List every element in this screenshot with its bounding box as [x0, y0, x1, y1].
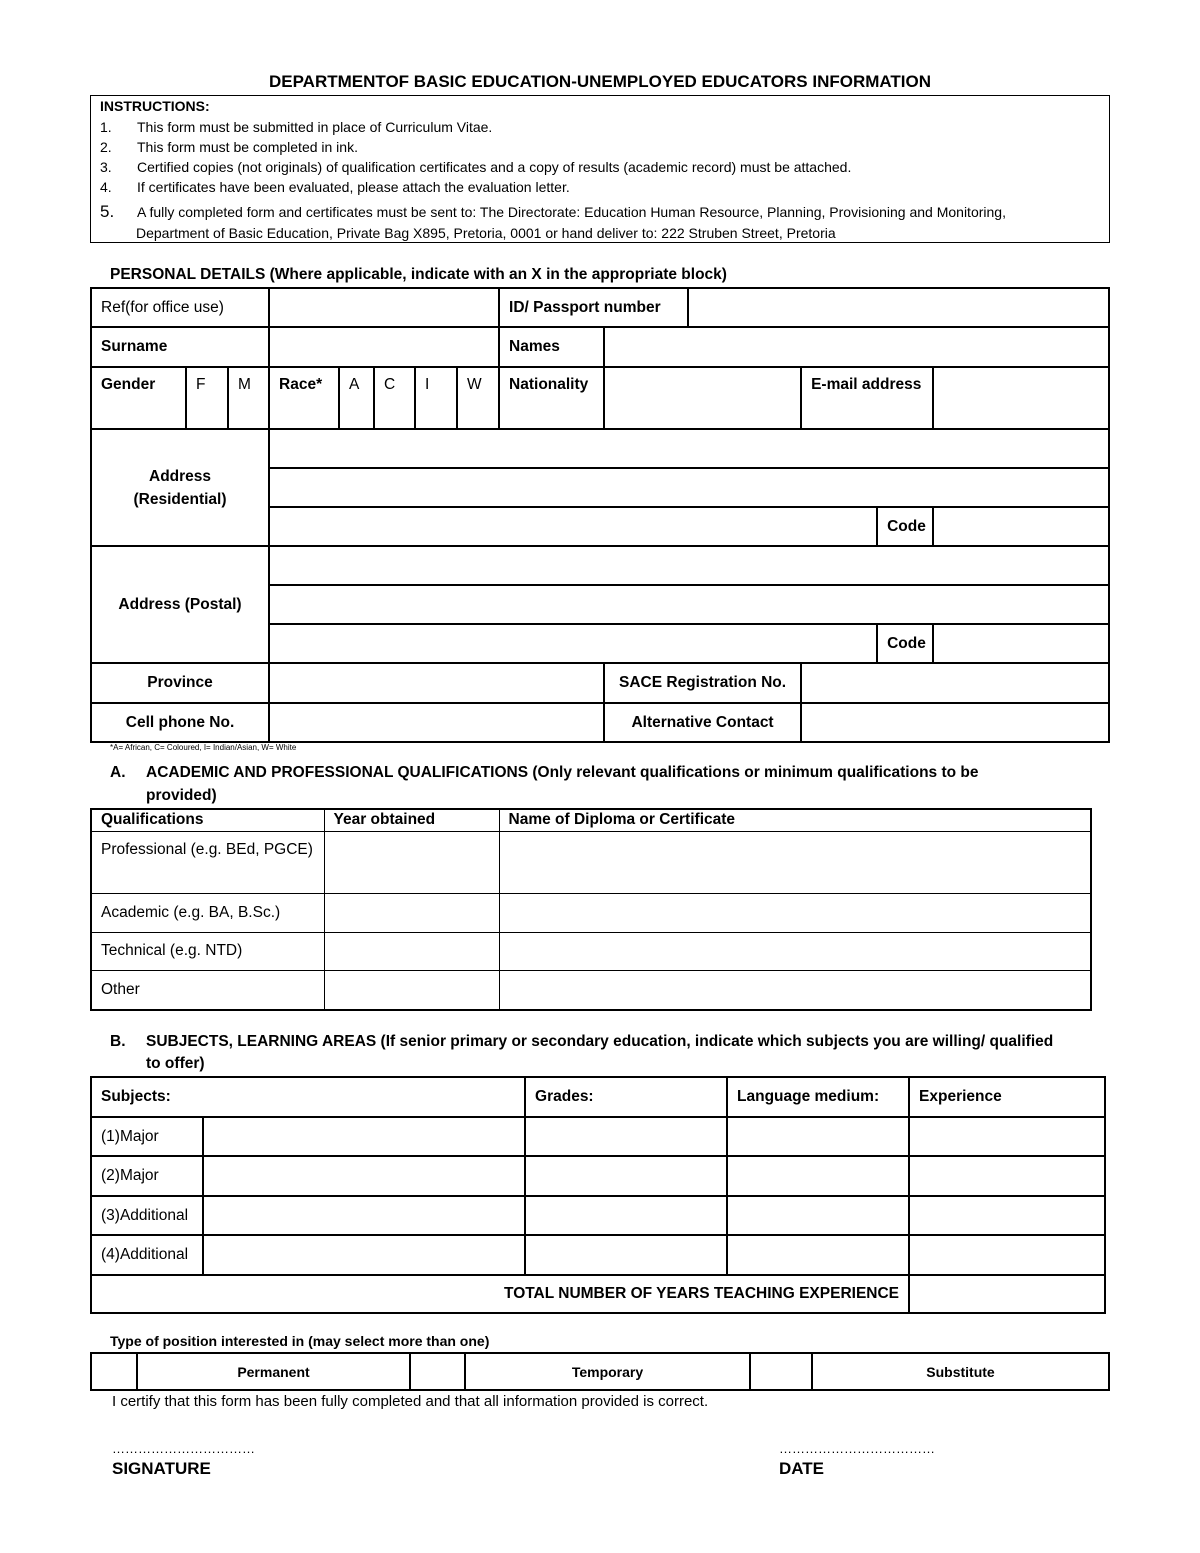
race-c-box[interactable]: C	[374, 367, 415, 429]
address-residential-line2[interactable]	[269, 468, 1109, 507]
address-postal-line3[interactable]	[269, 624, 877, 663]
experience-header: Experience	[909, 1077, 1105, 1117]
diploma-name-header: Name of Diploma or Certificate	[499, 809, 1091, 831]
qualifications-header: Qualifications	[91, 809, 324, 831]
date-line[interactable]: ………………………………	[779, 1441, 935, 1456]
race-label: Race*	[269, 367, 339, 429]
subject-major-1-label: (1)Major	[91, 1117, 203, 1156]
signature-label: SIGNATURE	[112, 1459, 211, 1478]
subject-additional-3-label: (3)Additional	[91, 1196, 203, 1235]
page-title: DEPARTMENTOF BASIC EDUCATION-UNEMPLOYED EDUCATORS INFORMATION	[268, 72, 932, 91]
sace-label: SACE Registration No.	[604, 663, 801, 703]
cell-label: Cell phone No.	[91, 703, 269, 742]
address-postal-line1[interactable]	[269, 546, 1109, 585]
race-a-box[interactable]: A	[339, 367, 374, 429]
total-experience-field[interactable]	[909, 1275, 1105, 1313]
nationality-field[interactable]	[604, 367, 801, 429]
language-medium-header: Language medium:	[727, 1077, 909, 1117]
permanent-label: Permanent	[137, 1353, 410, 1390]
province-field[interactable]	[269, 663, 604, 703]
grades-header: Grades:	[525, 1077, 727, 1117]
qualifications-table	[90, 808, 1092, 1011]
surname-label: Surname	[91, 327, 269, 367]
race-w-box[interactable]: W	[457, 367, 499, 429]
grades-field[interactable]	[525, 1196, 727, 1235]
year-field[interactable]	[324, 893, 499, 932]
qualification-professional-label: Professional (e.g. BEd, PGCE)	[91, 831, 324, 893]
year-obtained-header: Year obtained	[324, 809, 499, 831]
section-a-heading-cont: provided)	[146, 787, 217, 804]
alt-contact-field[interactable]	[801, 703, 1109, 742]
address-residential-line3[interactable]	[269, 507, 877, 546]
diploma-field[interactable]	[499, 932, 1091, 970]
id-label: ID/ Passport number	[499, 288, 688, 327]
race-i-box[interactable]: I	[415, 367, 457, 429]
subject-field[interactable]	[203, 1156, 525, 1196]
subjects-table	[90, 1076, 1106, 1314]
substitute-checkbox[interactable]	[750, 1353, 812, 1390]
subject-major-2-label: (2)Major	[91, 1156, 203, 1196]
substitute-label: Substitute	[812, 1353, 1109, 1390]
subject-additional-4-label: (4)Additional	[91, 1235, 203, 1275]
address-postal-label: Address (Postal)	[91, 546, 269, 663]
residential-code-field[interactable]	[933, 507, 1109, 546]
instruction-item: 1. This form must be submitted in place of Curriculum Vitae.	[100, 119, 493, 135]
instructions-box	[90, 95, 1110, 243]
section-b-letter: B.	[110, 1033, 126, 1050]
qualification-other-label: Other	[91, 970, 324, 1010]
instruction-item: 5. A fully completed form and certificates must be sent to: The Directorate: Education Human Resource, Planning, Provisioning and Monitoring,	[100, 202, 1006, 221]
language-field[interactable]	[727, 1156, 909, 1196]
year-field[interactable]	[324, 831, 499, 893]
certification-statement: I certify that this form has been fully completed and that all information provided is correct.	[112, 1393, 709, 1410]
personal-details-table	[90, 287, 1110, 743]
language-field[interactable]	[727, 1235, 909, 1275]
qualification-technical-label: Technical (e.g. NTD)	[91, 932, 324, 970]
position-heading: Type of position interested in (may select more than one)	[110, 1333, 490, 1349]
grades-field[interactable]	[525, 1156, 727, 1196]
signature-line[interactable]: ……………………………	[112, 1441, 255, 1456]
ref-label: Ref(for office use)	[91, 288, 269, 327]
subject-field[interactable]	[203, 1196, 525, 1235]
section-b-heading-cont: to offer)	[146, 1055, 205, 1072]
cell-field[interactable]	[269, 703, 604, 742]
date-label: DATE	[779, 1459, 825, 1478]
language-field[interactable]	[727, 1196, 909, 1235]
qualification-academic-label: Academic (e.g. BA, B.Sc.)	[91, 893, 324, 932]
temporary-label: Temporary	[465, 1353, 750, 1390]
address-postal-line2[interactable]	[269, 585, 1109, 624]
section-a-heading: ACADEMIC AND PROFESSIONAL QUALIFICATIONS (Only relevant qualifications or minimum qualifications to be	[146, 764, 979, 781]
subjects-header: Subjects:	[91, 1077, 525, 1117]
subject-field[interactable]	[203, 1117, 525, 1156]
sace-field[interactable]	[801, 663, 1109, 703]
experience-field[interactable]	[909, 1117, 1105, 1156]
names-field[interactable]	[604, 327, 1109, 367]
language-field[interactable]	[727, 1117, 909, 1156]
section-a-letter: A.	[110, 764, 126, 781]
personal-details-heading: PERSONAL DETAILS (Where applicable, indicate with an X in the appropriate block)	[110, 266, 727, 283]
instruction-item: 3. Certified copies (not originals) of qualification certificates and a copy of results (academic record) must be attached.	[100, 159, 852, 175]
subject-field[interactable]	[203, 1235, 525, 1275]
address-residential-label: Address (Residential)	[91, 429, 269, 546]
gender-f-box[interactable]: F	[186, 367, 228, 429]
year-field[interactable]	[324, 970, 499, 1010]
grades-field[interactable]	[525, 1235, 727, 1275]
instruction-item-continuation: Department of Basic Education, Private Bag X895, Pretoria, 0001 or hand deliver to: 222 Struben Street, Pretoria	[136, 225, 836, 241]
nationality-label: Nationality	[499, 367, 604, 429]
gender-m-box[interactable]: M	[228, 367, 269, 429]
grades-field[interactable]	[525, 1117, 727, 1156]
gender-label: Gender	[91, 367, 186, 429]
diploma-field[interactable]	[499, 893, 1091, 932]
email-field[interactable]	[933, 367, 1109, 429]
instructions-heading: INSTRUCTIONS:	[100, 98, 210, 114]
province-label: Province	[91, 663, 269, 703]
surname-field[interactable]	[269, 327, 499, 367]
postal-code-field[interactable]	[933, 624, 1109, 663]
address-residential-line1[interactable]	[269, 429, 1109, 468]
diploma-field[interactable]	[499, 970, 1091, 1010]
section-b-heading: SUBJECTS, LEARNING AREAS (If senior primary or secondary education, indicate which subjects you are willing/ qualified	[146, 1033, 1054, 1050]
experience-field[interactable]	[909, 1235, 1105, 1275]
permanent-checkbox[interactable]	[91, 1353, 137, 1390]
names-label: Names	[499, 327, 604, 367]
ref-field[interactable]	[269, 288, 499, 327]
position-table	[90, 1352, 1110, 1391]
temporary-checkbox[interactable]	[410, 1353, 465, 1390]
alt-contact-label: Alternative Contact	[604, 703, 801, 742]
instruction-item: 4. If certificates have been evaluated, please attach the evaluation letter.	[100, 179, 570, 195]
experience-field[interactable]	[909, 1156, 1105, 1196]
year-field[interactable]	[324, 932, 499, 970]
residential-code-label: Code	[877, 507, 933, 546]
postal-code-label: Code	[877, 624, 933, 663]
experience-field[interactable]	[909, 1196, 1105, 1235]
email-label: E-mail address	[801, 367, 933, 429]
id-field[interactable]	[688, 288, 1109, 327]
diploma-field[interactable]	[499, 831, 1091, 893]
race-footnote: *A= African, C= Coloured, I= Indian/Asian, W= White	[110, 743, 297, 752]
total-experience-label: TOTAL NUMBER OF YEARS TEACHING EXPERIENCE	[91, 1275, 909, 1313]
instruction-item: 2. This form must be completed in ink.	[100, 139, 358, 155]
